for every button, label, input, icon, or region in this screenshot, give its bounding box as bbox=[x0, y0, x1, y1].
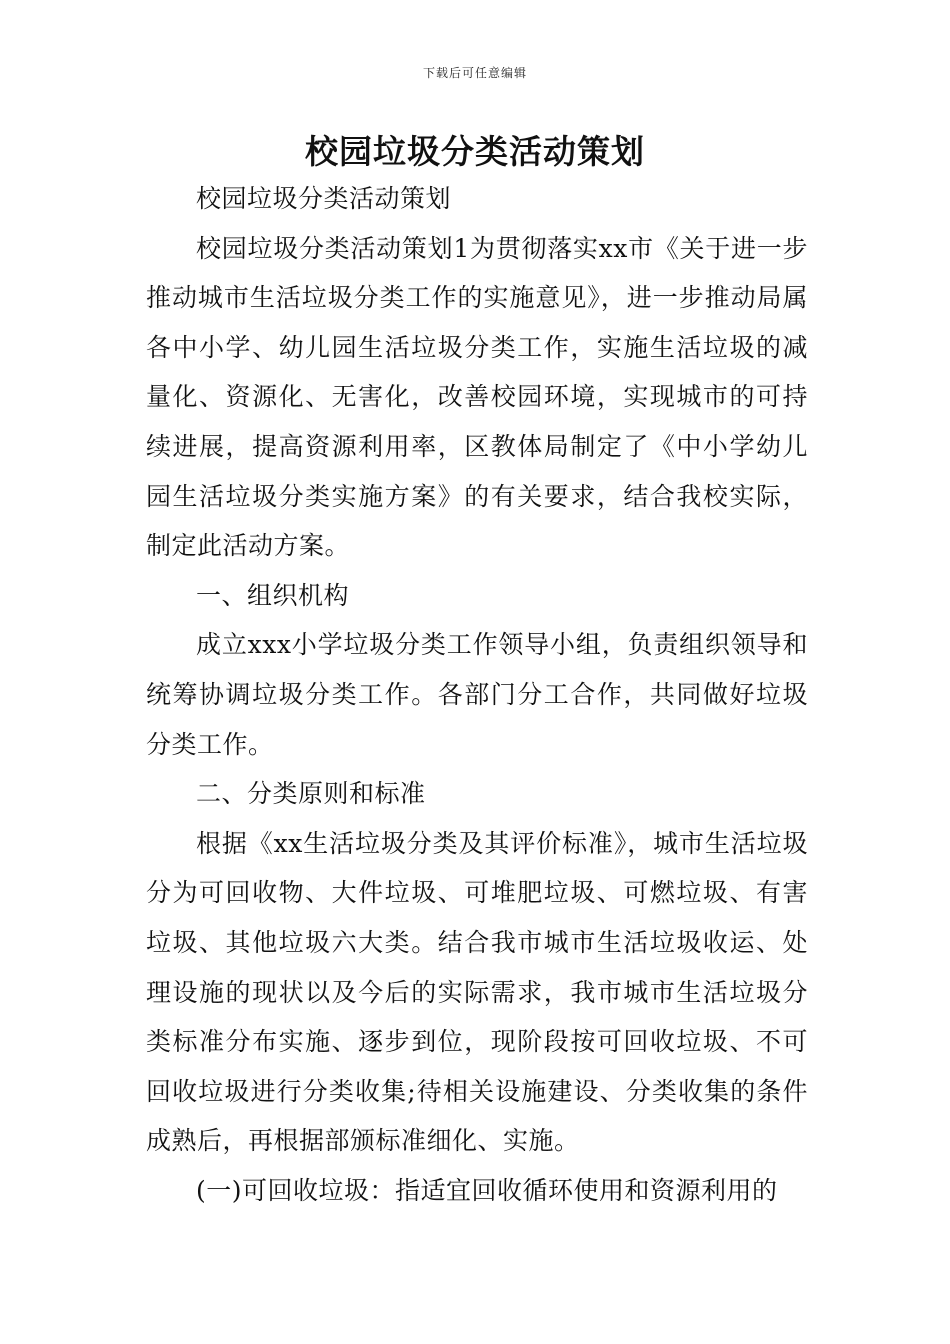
page-header-note: 下载后可任意编辑 bbox=[422, 66, 527, 80]
section-heading-organization: 一、组织机构 bbox=[196, 580, 350, 610]
paragraph-subtitle: 校园垃圾分类活动策划 bbox=[196, 184, 452, 213]
document-title: 校园垃圾分类活动策划 bbox=[305, 132, 645, 171]
section-heading-principles: 二、分类原则和标准 bbox=[196, 779, 426, 809]
document-body bbox=[146, 174, 808, 1215]
paragraph-principles: 根据《xx生活垃圾分类及其评价标准》，城市生活垃圾分为可回收物、大件垃圾、可堆肥垃圾、可燃垃圾、有害垃圾、其他垃圾六大类。结合我市城市生活垃圾收运、处理设施的现状以及今后的实际需求，我市城市生活垃圾分类标准分布实施、逐步到位，现阶段按可回收垃圾、不可回收垃圾进行分类收集;待相关设施建设、分类收集的条件成熟后，再根据部颁标准细化、实施。 bbox=[146, 828, 808, 1156]
paragraph-recyclable: (一)可回收垃圾：指适宜回收循环使用和资源利用的 bbox=[196, 1175, 778, 1205]
paragraph-organization: 成立xxx小学垃圾分类工作领导小组，负责组织领导和统筹协调垃圾分类工作。各部门分工合作，共同做好垃圾分类工作。 bbox=[146, 630, 808, 759]
paragraph-intro: 校园垃圾分类活动策划1为贯彻落实xx市《关于进一步推动城市生活垃圾分类工作的实施意见》，进一步推动局属各中小学、幼儿园生活垃圾分类工作，实施生活垃圾的减量化、资源化、无害化，改善校园环境，实现城市的可持续进展，提高资源利用率，区教体局制定了《中小学幼儿园生活垃圾分类实施方案》的有关要求，结合我校实际，制定此活动方案。 bbox=[146, 233, 808, 561]
